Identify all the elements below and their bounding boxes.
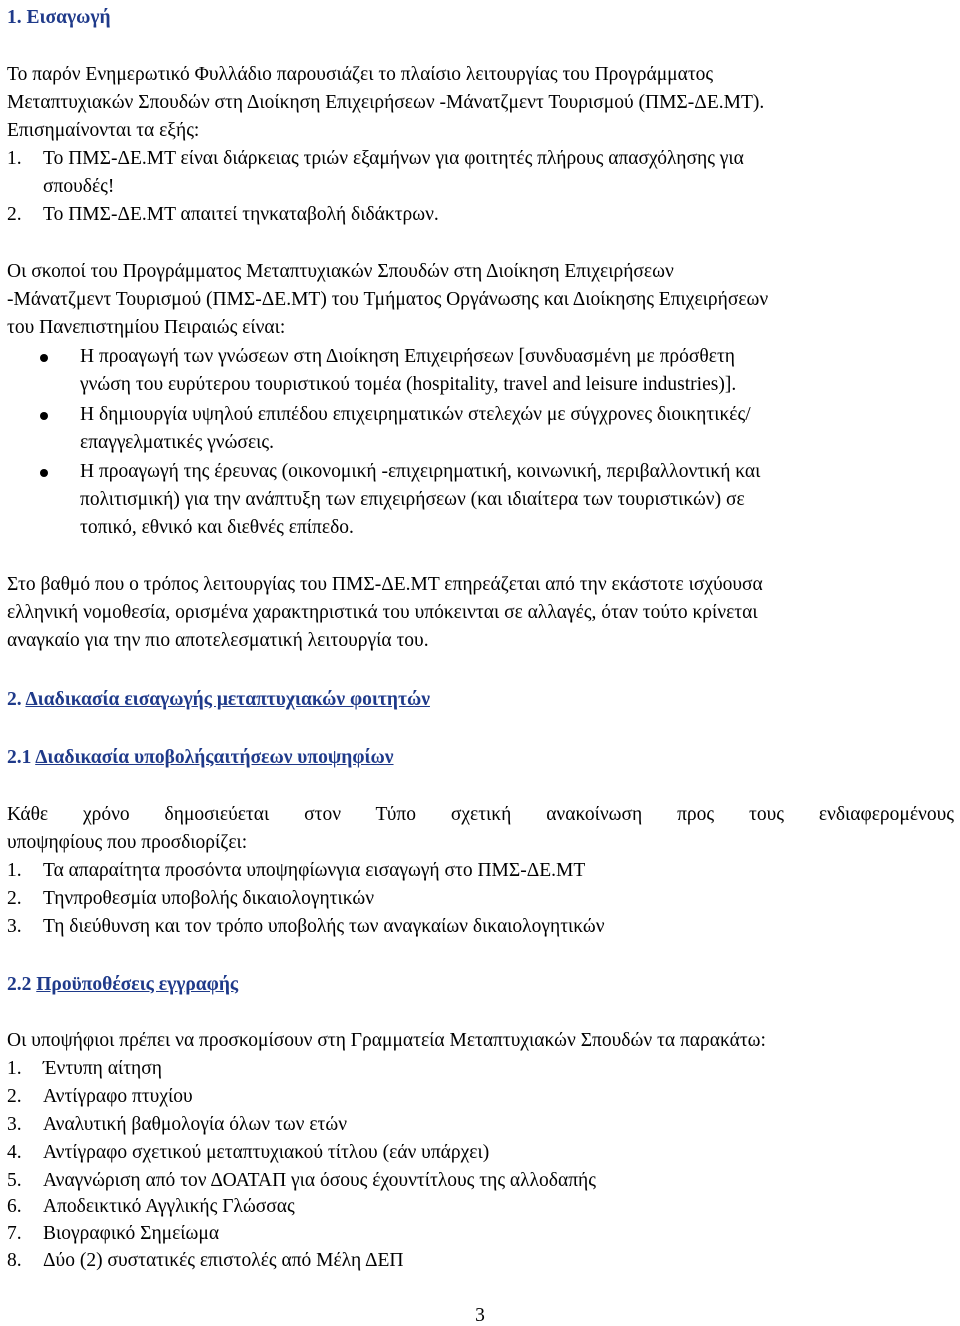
subsection-2-1-heading xyxy=(7,748,394,768)
note-item-1-cont: σπουδές! xyxy=(43,176,115,197)
list-number: 2. xyxy=(7,888,22,909)
section-1-heading: 1. Εισαγωγή xyxy=(7,7,111,28)
heading-text: Διαδικασία υποβολήςαιτήσεων υποψηφίων xyxy=(35,747,394,768)
list-number: 2. xyxy=(7,1086,22,1107)
heading-number: 2.2 xyxy=(7,974,32,995)
intro-line-1: Το παρόν Ενημερωτικό Φυλλάδιο παρουσιάζει το πλαίσιο λειτουργίας του Προγράμματος xyxy=(7,64,714,85)
list-number: 6. xyxy=(7,1196,22,1217)
subsection-2-2-intro: Οι υποψήφιοι πρέπει να προσκομίσουν στη Γραμματεία Μεταπτυχιακών Σπουδών τα παρακάτω: xyxy=(7,1030,766,1051)
list-number: 5. xyxy=(7,1170,22,1191)
heading-text: Προϋποθέσεις εγγραφής xyxy=(36,974,239,995)
list-text: Το ΠΜΣ-ΔΕ.ΜΤ απαιτεί τηνκαταβολή διδάκτρων. xyxy=(43,204,439,225)
list-text: Έντυπη αίτηση xyxy=(43,1058,162,1079)
list-number: 7. xyxy=(7,1223,22,1244)
list-number: 2. xyxy=(7,204,22,225)
list-text: Αναλυτική βαθμολογία όλων των ετών xyxy=(43,1114,348,1135)
list-number: 1. xyxy=(7,148,22,169)
note-item-2 xyxy=(7,205,439,225)
bullet-2-line-2: επαγγελματικές γνώσεις. xyxy=(80,432,274,453)
list-text: Το ΠΜΣ-ΔΕ.ΜΤ είναι διάρκειας τριών εξαμήνων για φοιτητές πλήρους απασχόλησης για xyxy=(43,148,744,169)
list-item xyxy=(7,1087,193,1107)
subsection-2-1-intro-2: υποψηφίους που προσδιορίζει: xyxy=(7,832,248,853)
goals-line-3: του Πανεπιστημίου Πειραιώς είναι: xyxy=(7,317,286,338)
goals-line-2: -Μάνατζμεντ Τουρισμού (ΠΜΣ-ΔΕ.ΜΤ) του Τμήματος Οργάνωσης και Διοίκησης Επιχειρήσεων xyxy=(7,289,769,310)
list-number: 1. xyxy=(7,1058,22,1079)
list-item xyxy=(7,917,605,937)
bullet-dot xyxy=(40,354,48,362)
bullet-2-line-1: Η δημιουργία υψηλού επιπέδου επιχειρηματικών στελεχών με σύγχρονες διοικητικές/ xyxy=(80,404,751,425)
page-number: 3 xyxy=(475,1305,485,1326)
heading-number: 2.1 xyxy=(7,747,32,768)
list-item xyxy=(7,1251,404,1271)
bullet-dot xyxy=(40,469,48,477)
list-text: Αντίγραφο σχετικού μεταπτυχιακού τίτλου (εάν υπάρχει) xyxy=(43,1142,490,1163)
heading-number: 2. xyxy=(7,689,22,710)
list-text: Αποδεικτικό Αγγλικής Γλώσσας xyxy=(43,1196,295,1217)
list-number: 4. xyxy=(7,1142,22,1163)
bullet-3-line-2: πολιτισμική) για την ανάπτυξη των επιχειρήσεων (και ιδιαίτερα των τουριστικών) σε xyxy=(80,489,745,510)
list-number: 1. xyxy=(7,860,22,881)
intro-line-3: Επισημαίνονται τα εξής: xyxy=(7,120,200,141)
bullet-dot xyxy=(40,412,48,420)
list-text: Αναγνώριση από τον ΔΟΑΤΑΠ για όσους έχουντίτλους της αλλοδαπής xyxy=(43,1170,596,1191)
list-item xyxy=(7,889,374,909)
bullet-3-line-1: Η προαγωγή της έρευνας (οικονομική -επιχειρηματική, κοινωνική, περιβαλλοντική και xyxy=(80,461,761,482)
note-item-1 xyxy=(7,149,744,169)
closing-line-2: ελληνική νομοθεσία, ορισμένα χαρακτηριστικά του υπόκεινται σε αλλαγές, όταν τούτο κρίνεται xyxy=(7,602,758,623)
list-text: Τη διεύθυνση και τον τρόπο υποβολής των αναγκαίων δικαιολογητικών xyxy=(43,916,605,937)
list-item xyxy=(7,861,585,881)
subsection-2-2-heading xyxy=(7,975,238,995)
list-text: Δύο (2) συστατικές επιστολές από Μέλη ΔΕΠ xyxy=(43,1250,404,1271)
intro-line-2: Μεταπτυχιακών Σπουδών στη Διοίκηση Επιχειρήσεων -Μάνατζμεντ Τουρισμού (ΠΜΣ-ΔΕ.ΜΤ). xyxy=(7,92,765,113)
list-number: 3. xyxy=(7,1114,22,1135)
closing-line-3: αναγκαίο για την πιο αποτελεσματική λειτουργία του. xyxy=(7,630,429,651)
bullet-1-line-1: Η προαγωγή των γνώσεων στη Διοίκηση Επιχειρήσεων [συνδυασμένη με πρόσθετη xyxy=(80,346,735,367)
subsection-2-1-intro-1: Κάθε χρόνο δημοσιεύεται στον Τύπο σχετική ανακοίνωση προς τους ενδιαφερομένους xyxy=(7,804,954,825)
list-item xyxy=(7,1224,219,1244)
bullet-1-line-2: γνώση του ευρύτερου τουριστικού τομέα (hospitality, travel and leisure industries)]. xyxy=(80,374,737,395)
bullet-3-line-3: τοπικό, εθνικό και διεθνές επίπεδο. xyxy=(80,517,354,538)
list-text: Τηνπροθεσμία υποβολής δικαιολογητικών xyxy=(43,888,375,909)
list-item xyxy=(7,1197,295,1217)
list-number: 3. xyxy=(7,916,22,937)
list-item xyxy=(7,1115,347,1135)
list-text: Βιογραφικό Σημείωμα xyxy=(43,1223,220,1244)
goals-line-1: Οι σκοποί του Προγράμματος Μεταπτυχιακών Σπουδών στη Διοίκηση Επιχειρήσεων xyxy=(7,261,674,282)
list-item xyxy=(7,1171,596,1191)
list-text: Τα απαραίτητα προσόντα υποψηφίωνγια εισαγωγή στο ΠΜΣ-ΔΕ.ΜΤ xyxy=(43,860,586,881)
list-item xyxy=(7,1059,162,1079)
heading-text: Διαδικασία εισαγωγής μεταπτυχιακών φοιτητών xyxy=(25,689,430,710)
list-item xyxy=(7,1143,489,1163)
list-text: Αντίγραφο πτυχίου xyxy=(43,1086,193,1107)
closing-line-1: Στο βαθμό που ο τρόπος λειτουργίας του ΠΜΣ-ΔΕ.ΜΤ επηρεάζεται από την εκάστοτε ισχύουσα xyxy=(7,574,763,595)
list-number: 8. xyxy=(7,1250,22,1271)
section-2-heading xyxy=(7,690,430,710)
